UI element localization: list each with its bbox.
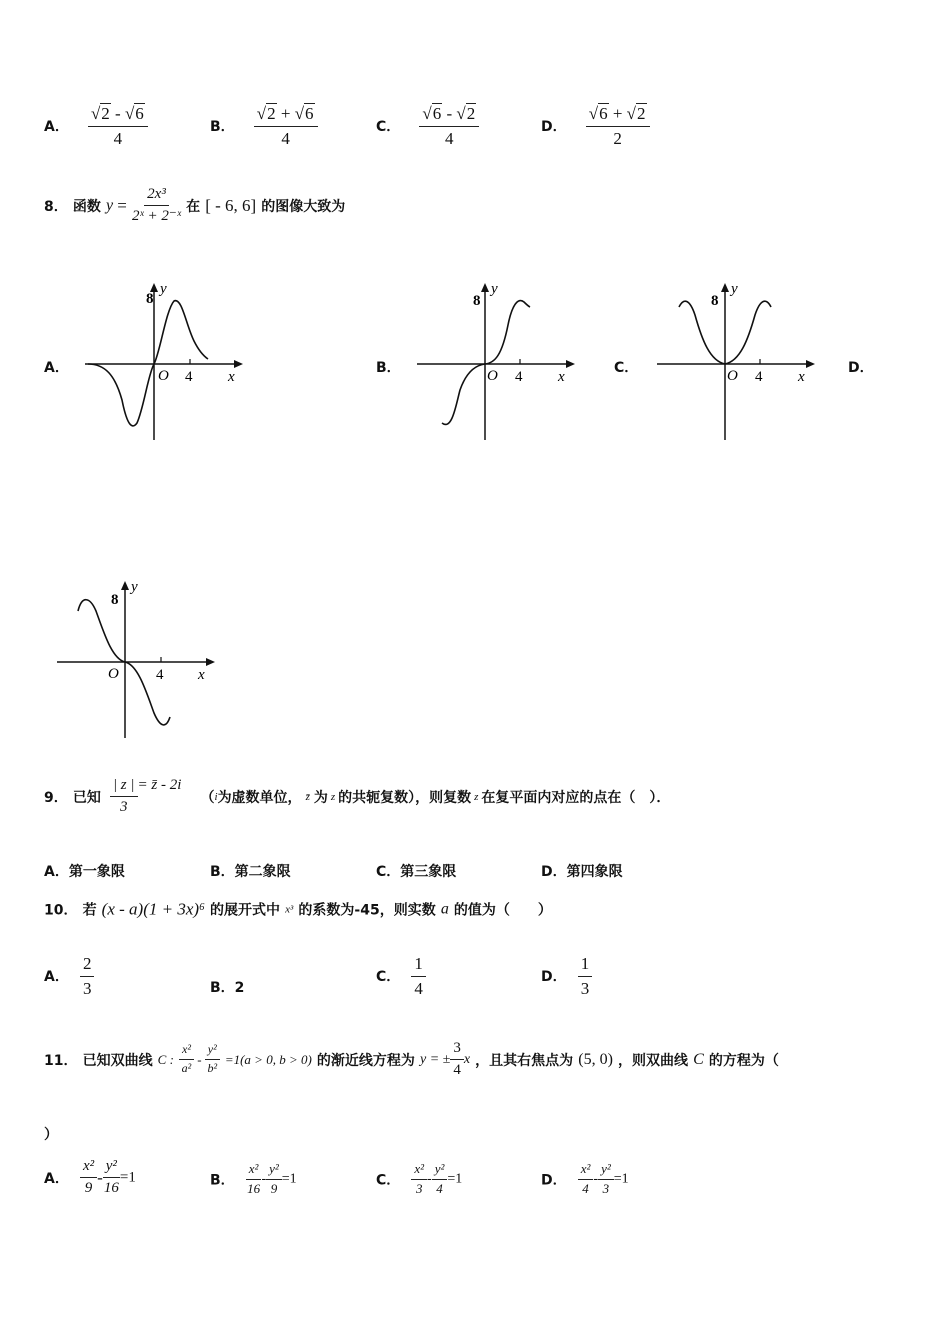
label-x: x [798,369,805,385]
option-fraction: $\frac{√2 + √6}{4}$ [254,104,318,148]
label-y: y [160,281,167,297]
radicand: 2 [101,104,110,123]
radicand: 2 [466,104,476,123]
q11-option-c[interactable]: C． $\frac{\text{x²}}{3}$ - $\frac{\text{y²}}{4}$ =1 [376,1161,463,1196]
radicand: 2 [637,104,646,123]
label-o: O [108,666,119,682]
stem-text: ，且其右焦点为 [475,1052,574,1069]
q10-option-b[interactable] [210,977,244,997]
stem-text: 在 [186,198,201,215]
q8-option-c-label[interactable]: C． [614,360,639,376]
focus: (5, 0) [578,1050,613,1068]
option-fraction: $\frac{√6 + √2}{2}$ [586,104,650,148]
question-number: 9． [44,789,68,806]
option-label: D． [541,864,567,880]
denominator: 3 [602,1180,610,1196]
q7-option-d[interactable] [541,104,650,148]
stem-text: 的共轭复数），则复数 [338,789,472,806]
q10-option-a[interactable] [44,954,94,998]
denominator: 4 [113,128,123,148]
denominator: 3 [580,978,590,998]
numerator: x² [179,1043,194,1060]
numerator: y² [266,1162,282,1180]
q9-option-a[interactable] [44,861,125,881]
stem-text: 为虚数单位， [217,789,302,806]
q7-option-a[interactable] [44,104,148,148]
term-x [80,1158,97,1198]
operator: - [442,104,457,123]
term-y [205,1043,220,1076]
numerator: 3 [450,1040,464,1060]
math-eq: = [113,195,127,215]
numerator: 1 [578,954,593,977]
graph-d[interactable] [52,573,222,743]
q8-option-a-label[interactable]: A． [44,360,69,376]
denominator: 16 [247,1180,261,1196]
q8-option-d-label[interactable]: D． [848,360,874,376]
label-four: 4 [755,369,763,385]
i-symbol: i [214,790,218,803]
equals-one: =1 [281,1171,297,1187]
x-arrow [234,360,243,368]
term-y [598,1162,614,1197]
option-fraction: $\frac{√2 - √6}{4}$ [88,104,148,148]
a-symbol: a [440,900,449,918]
numerator: y² [432,1162,448,1180]
label-o: O [727,368,738,384]
term-x [578,1162,594,1197]
denominator: 2 [613,128,622,148]
option-label: B． [210,864,235,880]
q11-close-paren: ） [44,1127,58,1143]
stem-text: ，则双曲线 [618,1052,689,1069]
label-eight: 8 [111,592,119,608]
q7-option-b[interactable] [210,104,318,148]
x-arrow [206,658,215,666]
graph-b[interactable] [412,275,582,445]
term-x [411,1162,427,1197]
label-x: x [198,667,205,683]
option-label: A． [44,119,69,136]
graph-a[interactable] [80,275,250,445]
term-x [246,1162,262,1197]
option-text: 第四象限 [566,864,623,880]
label-four: 4 [156,667,164,683]
numerator: x² [411,1162,427,1180]
option-label: C． [376,864,401,880]
operator: - [110,104,125,123]
q10-option-c[interactable] [376,954,426,998]
math-var: y [105,196,114,214]
curve [442,301,530,425]
numerator: y² [598,1162,614,1180]
label-x: x [558,369,565,385]
option-text: 第二象限 [234,864,291,880]
option-label: C． [376,1172,401,1189]
radicand: 6 [135,104,144,123]
option-label: D． [541,969,567,986]
zbar-symbol: z̄ [305,790,310,803]
label-y: y [731,281,738,297]
label-o: O [158,368,169,384]
stem-text: （ [200,789,215,806]
asymptote-lhs: y = ± [420,1051,451,1067]
radicand: 6 [599,104,608,123]
numerator: x² [578,1162,594,1180]
label-eight: 8 [473,293,481,309]
x-arrow [566,360,575,368]
interval: [ - 6, 6] [205,195,257,215]
stem-text: 的系数为-45，则实数 [298,902,436,919]
option-fraction [578,954,593,998]
q9-option-b[interactable] [210,861,291,881]
option-label: A． [44,969,69,986]
term-y [432,1162,448,1197]
question-number: 11． [44,1052,78,1069]
denominator: 4 [436,1180,443,1196]
denominator: 3 [415,1180,423,1196]
denominator: 4 [582,1180,589,1196]
q7-option-c[interactable] [376,104,479,148]
binomial-expression: (x - a)(1 + 3x)⁶ [101,899,205,919]
radicand: 6 [305,104,314,123]
numerator: 2x³ [144,186,169,206]
x-arrow [806,360,815,368]
q11-option-d[interactable]: D． $\frac{\text{x²}}{4}$ - $\frac{\text{y²}}{3}$ =1 [541,1161,629,1196]
q9-option-c[interactable] [376,861,456,881]
stem-text: 若 [82,902,97,919]
denominator: 9 [84,1180,93,1197]
label-y: y [491,281,498,297]
z-symbol: z [474,790,479,803]
operator: + [608,104,627,123]
option-label: D． [541,1172,567,1189]
stem-text: 已知双曲线 [82,1052,153,1069]
option-label: B． [210,1172,235,1189]
equals-one: =1 [613,1171,629,1187]
denominator: a² [181,1061,192,1076]
stem-text: 的方程为（ [708,1052,779,1069]
asymptote-fraction [450,1040,464,1080]
y-arrow [721,283,729,292]
option-label: A． [44,864,69,880]
stem-text: 为 [313,789,328,806]
option-label: D． [541,119,567,136]
numerator: 2 [80,954,95,977]
denominator: 3 [119,799,128,816]
denominator: 3 [82,978,92,998]
option-text: 第三象限 [400,864,457,880]
option-label: B． [210,980,235,996]
denominator: 16 [103,1180,119,1197]
c-symbol: C [693,1050,704,1068]
q11-stem [44,1040,779,1080]
label-four: 4 [515,369,523,385]
option-value: 2 [234,980,245,996]
graph-c[interactable] [652,275,822,445]
stem-text: 已知 [72,789,101,806]
y-arrow [481,283,489,292]
curve-name: C : [157,1051,174,1067]
term-x [179,1043,194,1076]
label-y: y [131,579,138,595]
stem-text: 的渐近线方程为 [316,1052,415,1069]
q10-option-d[interactable] [541,954,592,998]
denominator: 4 [414,978,423,998]
numerator: y² [103,1158,120,1178]
option-label: B． [210,119,235,136]
q9-option-d[interactable] [541,861,623,881]
label-o: O [487,368,498,384]
q8-option-b-label[interactable]: B． [376,360,401,376]
q9-stem [44,777,670,817]
denominator: b² [207,1061,218,1076]
label-eight: 8 [711,293,719,309]
term: x³ [285,903,294,916]
operator: + [276,104,295,123]
stem-text: 的图像大致为 [261,198,346,215]
label-eight: 8 [146,291,154,307]
question-number: 10． [44,902,78,919]
option-text: 第一象限 [68,864,125,880]
equation-rhs: = z̄ - 2i [137,777,182,794]
stem-text: 在复平面内对应的点在（ ）． [481,789,671,806]
y-arrow [121,581,129,590]
radicand: 6 [432,104,442,123]
label-four: 4 [185,369,193,385]
stem-text: 函数 [72,198,101,215]
label-x: x [228,369,235,385]
asymptote-x: x [463,1051,471,1067]
term-y [103,1158,120,1198]
z-symbol: z [330,790,336,803]
stem-text: 的展开式中 [210,902,281,919]
option-fraction [411,954,426,998]
denominator: 4 [281,128,290,148]
function-fraction [132,186,181,226]
denominator: 9 [270,1180,278,1196]
option-label: C． [376,119,401,136]
denominator: 4 [453,1062,461,1079]
numerator: x² [246,1162,262,1180]
equals-one: =1 [447,1171,463,1187]
abs-fraction [110,777,138,817]
radicand: 2 [267,104,276,123]
minus: - [193,1051,205,1067]
numerator: | z | [110,777,138,797]
numerator: x² [80,1158,97,1178]
option-fraction: $\frac{√6 - √2}{4}$ [419,104,479,148]
q11-option-a[interactable]: A． $\frac{\text{x²}}{9}$ - $\frac{\text{y²}}{16}$ =1 [44,1158,136,1197]
equals-one: =1 [119,1169,136,1186]
denominator: 2ˣ + 2⁻ˣ [131,208,181,225]
condition: =1(a > 0, b > 0) [224,1051,312,1067]
q8-stem [44,186,345,226]
numerator: y² [205,1043,220,1060]
q11-option-b[interactable]: B． $\frac{\text{x²}}{16}$ - $\frac{\text{y²}}{9}$ =1 [210,1161,297,1196]
q10-stem [44,899,552,920]
denominator: 4 [445,128,454,148]
question-number: 8． [44,198,68,215]
term-y [266,1162,282,1197]
option-fraction [80,954,95,998]
option-label: C． [376,969,401,986]
option-label: A． [44,1170,69,1187]
stem-text: 的值为（ ） [453,902,552,919]
numerator: 1 [411,954,426,977]
